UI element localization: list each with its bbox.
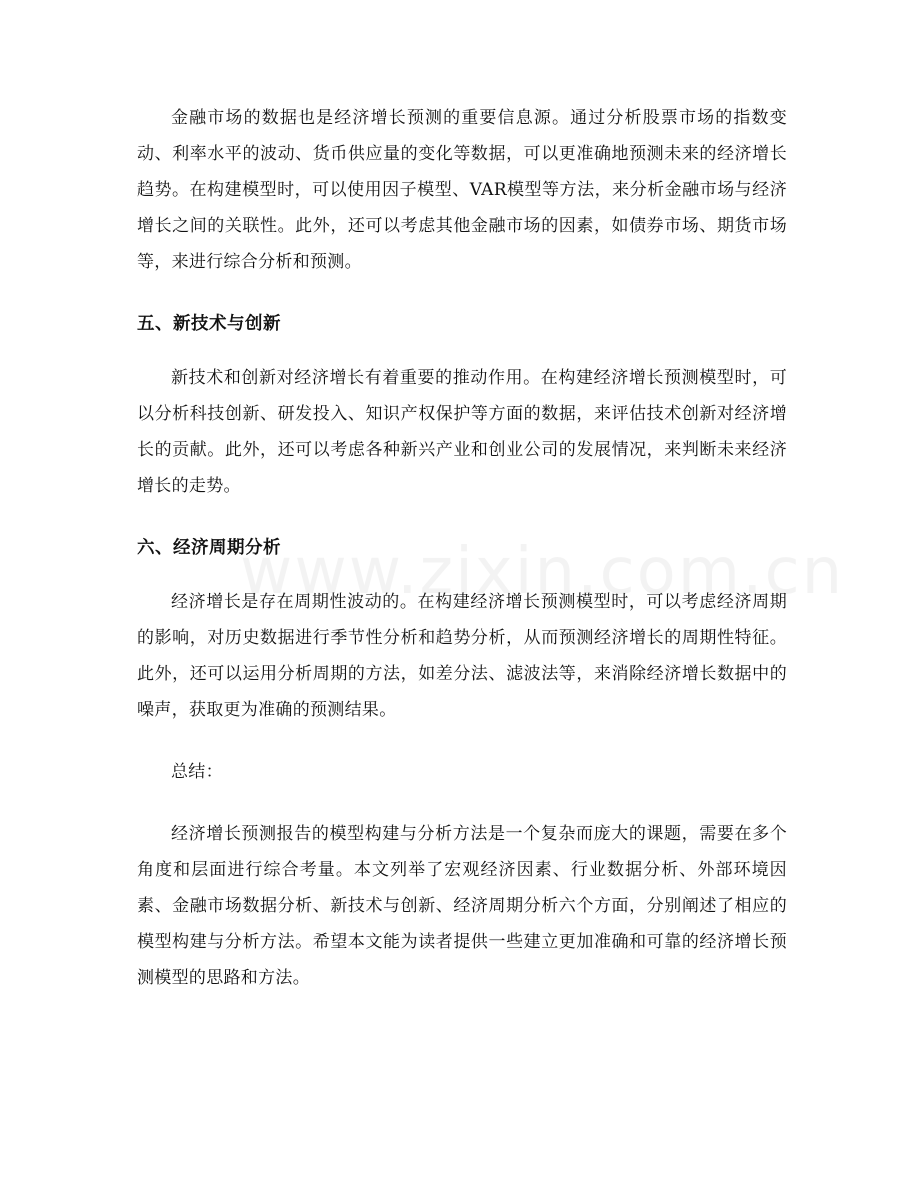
- section-heading-economic-cycle: 六、经济周期分析: [137, 538, 281, 558]
- paragraph-summary: 经济增长预测报告的模型构建与分析方法是一个复杂而庞大的课题，需要在多个角度和层面进行综合考量。本文列举了宏观经济因素、行业数据分析、外部环境因素、金融市场数据分析、新技术与创新、经济周期分析六个方面，分别阐述了相应的模型构建与分析方法。希望本文能为读者提供一些建立更加准确和可靠的经济增长预测模型的思路和方法。: [137, 824, 787, 988]
- document-body: [137, 100, 787, 1022]
- section-heading-new-tech: 五、新技术与创新: [137, 314, 281, 334]
- paragraph-economic-cycle: 经济增长是存在周期性波动的。在构建经济增长预测模型时，可以考虑经济周期的影响，对历史数据进行季节性分析和趋势分析，从而预测经济增长的周期性特征。此外，还可以运用分析周期的方法，如差分法、滤波法等，来消除经济增长数据中的噪声，获取更为准确的预测结果。: [137, 592, 787, 720]
- paragraph-finance-market: 金融市场的数据也是经济增长预测的重要信息源。通过分析股票市场的指数变动、利率水平的波动、货币供应量的变化等数据，可以更准确地预测未来的经济增长趋势。在构建模型时，可以使用因子模型、VAR模型等方法，来分析金融市场与经济增长之间的关联性。此外，还可以考虑其他金融市场的因素，如债券市场、期货市场等，来进行综合分析和预测。: [137, 108, 787, 272]
- summary-label: 总结：: [171, 762, 223, 782]
- paragraph-new-tech: 新技术和创新对经济增长有着重要的推动作用。在构建经济增长预测模型时，可以分析科技创新、研发投入、知识产权保护等方面的数据，来评估技术创新对经济增长的贡献。此外，还可以考虑各种新兴产业和创业公司的发展情况，来判断未来经济增长的走势。: [137, 368, 787, 496]
